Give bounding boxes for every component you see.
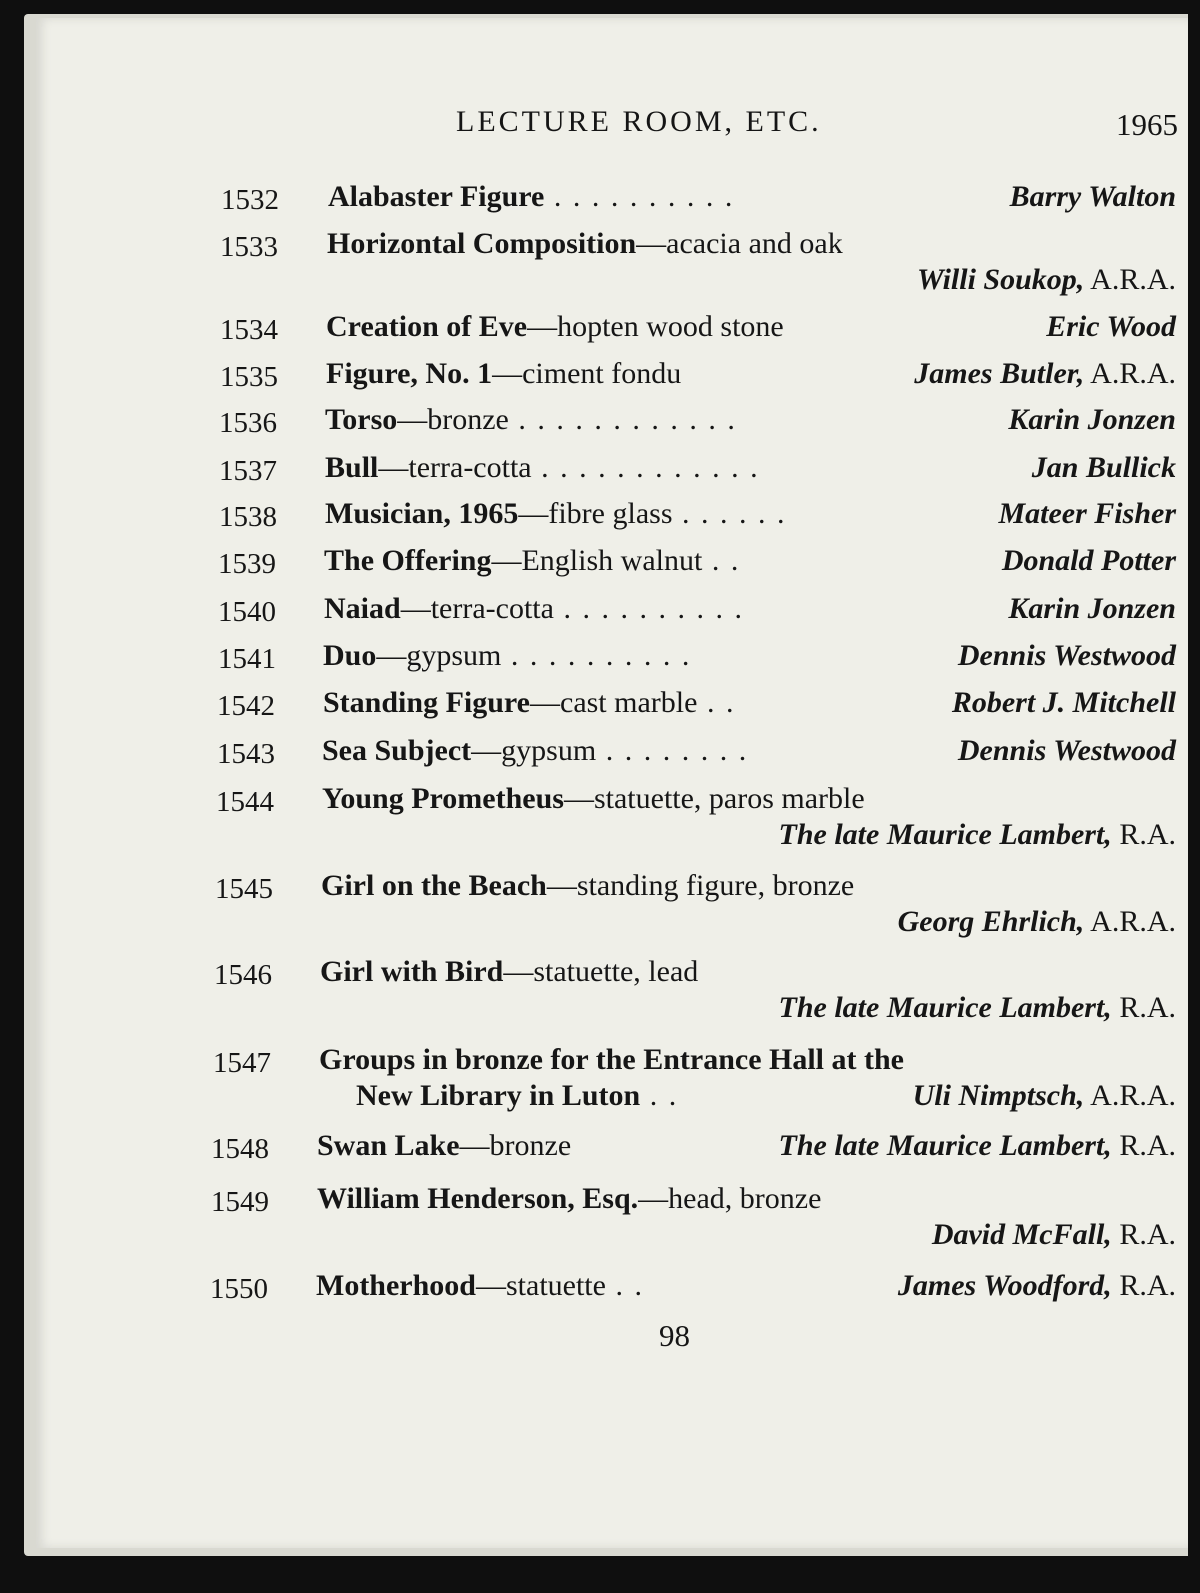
catalogue-entry (0, 451, 1200, 491)
entry-line (324, 544, 740, 578)
entry-line (326, 310, 784, 344)
entry-line (328, 180, 734, 214)
entry-artist (1032, 451, 1176, 485)
entry-number: 1540 (218, 596, 276, 628)
entry-line (322, 782, 865, 816)
page-number: 98 (659, 1318, 690, 1353)
artist-name: Barry Walton (1009, 180, 1176, 213)
catalogue-entry (0, 955, 1200, 1024)
entry-line (325, 451, 760, 485)
artist-name: Mateer Fisher (998, 497, 1176, 530)
entry-line (323, 686, 735, 720)
entry-line (322, 734, 748, 768)
entry-title: Girl with Bird (320, 955, 504, 988)
entry-title: Horizontal Composition (327, 227, 637, 260)
entry-title: Musician, 1965 (325, 497, 519, 530)
entry-artist (1002, 544, 1176, 578)
catalogue-entry (0, 1269, 1200, 1309)
entry-material: —gypsum (376, 639, 502, 672)
entry-title: Girl on the Beach (321, 869, 547, 902)
entry-title: Swan Lake (317, 1129, 460, 1162)
catalogue-entry (0, 734, 1200, 774)
catalogue-entry (0, 227, 1200, 296)
leader-dots: . . . . . . . . . . (544, 180, 735, 213)
entry-title: Duo (323, 639, 377, 672)
entry-line-continued (356, 1079, 678, 1113)
entry-material: —standing figure, bronze (546, 869, 855, 902)
leader-dots: . . (697, 686, 736, 719)
catalogue-entry (0, 403, 1200, 443)
catalogue-entry (0, 1182, 1200, 1251)
entry-number: 1537 (219, 455, 277, 487)
entry-line (323, 639, 691, 673)
entry-material: —statuette, paros marble (563, 782, 865, 815)
catalogue-entry (0, 869, 1200, 938)
entry-line (320, 955, 698, 989)
entry-line (316, 1269, 644, 1303)
catalogue-entry (0, 544, 1200, 584)
entry-artist (1010, 180, 1176, 214)
entry-artist (932, 1218, 1176, 1252)
entry-line (319, 1043, 904, 1077)
entry-artist (914, 357, 1176, 391)
entry-number: 1544 (216, 786, 274, 818)
artist-suffix: A.R.A. (1084, 357, 1176, 390)
artist-suffix: A.R.A. (1084, 263, 1176, 296)
entry-material: —head, bronze (638, 1182, 822, 1215)
entry-number: 1538 (219, 501, 277, 533)
entry-line (324, 592, 744, 626)
entry-artist (779, 818, 1176, 852)
entry-title: Sea Subject (322, 734, 472, 767)
entry-number: 1541 (218, 643, 276, 675)
entry-number: 1548 (211, 1133, 269, 1165)
entry-material: —gypsum (471, 734, 597, 767)
entry-number: 1536 (219, 407, 277, 439)
leader-dots: . . . . . . . . . . . . (508, 403, 737, 436)
catalogue-entry (0, 1129, 1200, 1169)
artist-name: Georg Ehrlich, (897, 905, 1085, 938)
entry-artist (898, 1269, 1176, 1303)
entry-title: Creation of Eve (326, 310, 528, 343)
artist-suffix: R.A. (1111, 1269, 1176, 1302)
running-header-title: LECTURE ROOM, ETC. (456, 105, 822, 138)
entry-line (325, 403, 737, 437)
catalogue-entry (0, 310, 1200, 350)
entry-number: 1535 (220, 361, 278, 393)
entry-title: Motherhood (316, 1269, 476, 1302)
entry-title: Standing Figure (323, 686, 530, 719)
artist-name: David McFall, (931, 1218, 1112, 1251)
entry-artist (779, 1129, 1176, 1163)
entry-number: 1533 (220, 231, 278, 263)
entry-title: Bull (325, 451, 379, 484)
artist-name: Dennis Westwood (957, 734, 1176, 767)
entry-material: —English walnut (491, 544, 703, 577)
entry-number: 1532 (221, 184, 279, 216)
entry-number: 1546 (214, 959, 272, 991)
entry-number: 1542 (217, 690, 275, 722)
leader-dots: . . . . . . . . . . (501, 639, 692, 672)
entry-line (321, 869, 854, 903)
entry-material: —statuette, lead (503, 955, 699, 988)
artist-name: James Woodford, (897, 1269, 1112, 1302)
entry-artist (958, 734, 1176, 768)
leader-dots: . . . . . . . . . . . . (531, 451, 760, 484)
artist-name: Willi Soukop, (917, 263, 1085, 296)
artist-name: Uli Nimptsch, (912, 1079, 1085, 1112)
leader-dots: . . (640, 1079, 679, 1112)
artist-name: Robert J. Mitchell (951, 686, 1176, 719)
artist-suffix: R.A. (1111, 818, 1176, 851)
artist-suffix: A.R.A. (1084, 905, 1176, 938)
artist-suffix: A.R.A. (1084, 1079, 1176, 1112)
entry-artist (998, 497, 1176, 531)
artist-suffix: R.A. (1111, 1218, 1176, 1251)
catalogue-entry (0, 497, 1200, 537)
catalogue-entry (0, 1043, 1200, 1112)
artist-name: Karin Jonzen (1008, 592, 1176, 625)
entry-number: 1549 (211, 1186, 269, 1218)
running-header-year: 1965 (1116, 107, 1178, 142)
catalogue-entry (0, 357, 1200, 397)
entry-title: Groups in bronze for the Entrance Hall at the (319, 1043, 904, 1076)
entry-material: —bronze (397, 403, 509, 436)
entry-title: Young Prometheus (322, 782, 564, 815)
entry-material: —cast marble (530, 686, 698, 719)
entry-artist (913, 1079, 1176, 1113)
entry-line (326, 357, 681, 391)
entry-line (317, 1182, 821, 1216)
entry-title: Naiad (324, 592, 401, 625)
artist-name: Donald Potter (1001, 544, 1176, 577)
entry-number: 1543 (217, 738, 275, 770)
artist-suffix: R.A. (1111, 991, 1176, 1024)
entry-number: 1547 (213, 1047, 271, 1079)
leader-dots: . . (702, 544, 741, 577)
artist-name: Jan Bullick (1031, 451, 1176, 484)
artist-name: The late Maurice Lambert, (778, 818, 1112, 851)
entry-material: —statuette (476, 1269, 606, 1302)
entry-artist (1046, 310, 1176, 344)
leader-dots: . . (605, 1269, 644, 1302)
entry-artist (952, 686, 1176, 720)
catalogue-entry (0, 639, 1200, 679)
entry-title: Alabaster Figure (328, 180, 545, 213)
entry-title: William Henderson, Esq. (317, 1182, 639, 1215)
entry-title: The Offering (324, 544, 492, 577)
entry-material: —terra-cotta (378, 451, 532, 484)
entry-title: Figure, No. 1 (326, 357, 493, 390)
entry-number: 1545 (215, 873, 273, 905)
artist-suffix: R.A. (1111, 1129, 1176, 1162)
entry-material: —fibre glass (518, 497, 673, 530)
artist-name: Karin Jonzen (1008, 403, 1176, 436)
artist-name: The late Maurice Lambert, (778, 1129, 1112, 1162)
catalogue-entry (0, 180, 1200, 220)
leader-dots: . . . . . . . . (596, 734, 749, 767)
entry-artist (958, 639, 1176, 673)
entry-artist (917, 263, 1176, 297)
artist-name: Eric Wood (1046, 310, 1176, 343)
entry-material: —terra-cotta (400, 592, 554, 625)
catalogue-entry (0, 686, 1200, 726)
entry-material: —bronze (459, 1129, 572, 1162)
entry-artist (1008, 592, 1176, 626)
entry-title: Torso (325, 403, 398, 436)
entry-artist (779, 991, 1176, 1025)
leader-dots: . . . . . . (672, 497, 787, 530)
entry-title-continued: New Library in Luton (356, 1079, 641, 1112)
leader-dots: . . . . . . . . . . (553, 592, 744, 625)
entry-line (317, 1129, 571, 1163)
entry-line (325, 497, 787, 531)
entry-number: 1534 (220, 314, 278, 346)
entry-line (327, 227, 843, 261)
catalogue-entry (0, 782, 1200, 851)
catalogue-entry (0, 592, 1200, 632)
artist-name: The late Maurice Lambert, (778, 991, 1112, 1024)
entry-material: —ciment fondu (492, 357, 682, 390)
entry-material: —hopten wood stone (527, 310, 784, 343)
artist-name: Dennis Westwood (957, 639, 1176, 672)
entry-number: 1550 (210, 1273, 268, 1305)
entry-number: 1539 (218, 548, 276, 580)
entry-artist (1008, 403, 1176, 437)
entry-material: —acacia and oak (636, 227, 843, 260)
artist-name: James Butler, (914, 357, 1085, 390)
entry-artist (898, 905, 1176, 939)
